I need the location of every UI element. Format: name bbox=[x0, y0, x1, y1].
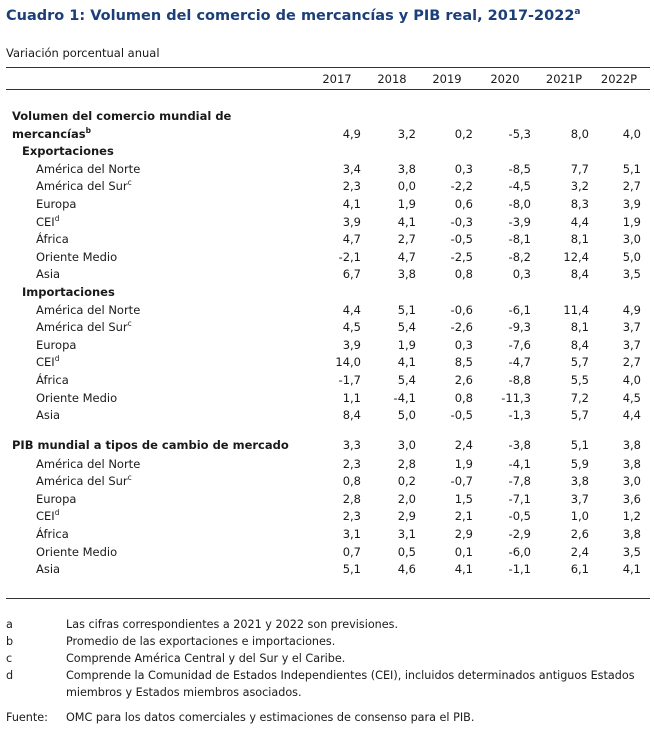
row-label bbox=[6, 284, 314, 302]
column-header: 2022P bbox=[600, 72, 638, 86]
value-cell: 0,7 bbox=[342, 544, 361, 559]
footnote-mark: c bbox=[127, 178, 132, 188]
row-label bbox=[6, 544, 314, 562]
value-cell bbox=[589, 108, 641, 126]
value-cell: 3,8 bbox=[622, 456, 641, 471]
value-cell: 3,9 bbox=[622, 196, 641, 211]
value-cell: 5,7 bbox=[570, 408, 589, 423]
row-label bbox=[6, 508, 314, 526]
value-cell: 3,7 bbox=[570, 491, 589, 506]
data-table bbox=[6, 108, 650, 579]
footnotes bbox=[6, 616, 646, 701]
footnote bbox=[6, 650, 646, 667]
table-row bbox=[6, 143, 650, 161]
row-label-text: CEI bbox=[36, 355, 55, 370]
row-label bbox=[6, 266, 314, 284]
value-cell: 1,2 bbox=[622, 509, 641, 524]
value-cell: 3,4 bbox=[342, 161, 361, 176]
value-cell: 3,5 bbox=[622, 267, 641, 282]
table-row bbox=[6, 108, 650, 126]
value-cell bbox=[416, 284, 473, 302]
row-label bbox=[6, 196, 314, 214]
value-cell: 4,1 bbox=[454, 562, 473, 577]
value-cell: 2,8 bbox=[342, 491, 361, 506]
footnote-mark: c bbox=[127, 319, 132, 329]
value-cell: -11,3 bbox=[501, 390, 531, 405]
table-row bbox=[6, 161, 650, 179]
value-cell: 2,9 bbox=[397, 509, 416, 524]
value-cell: 4,1 bbox=[397, 355, 416, 370]
value-cell: 4,5 bbox=[622, 390, 641, 405]
value-cell: 3,0 bbox=[622, 474, 641, 489]
value-cell: 1,0 bbox=[570, 509, 589, 524]
value-cell: 3,2 bbox=[397, 126, 416, 141]
row-label-text: Oriente Medio bbox=[36, 249, 118, 264]
value-cell bbox=[473, 143, 531, 161]
table-row bbox=[6, 372, 650, 390]
value-cell: 4,0 bbox=[622, 372, 641, 387]
value-cell: 3,8 bbox=[622, 437, 641, 452]
value-cell: 2,3 bbox=[342, 509, 361, 524]
value-cell: 0,2 bbox=[454, 126, 473, 141]
value-cell: -6,1 bbox=[508, 302, 531, 317]
value-cell: -0,6 bbox=[450, 302, 473, 317]
row-label-text: África bbox=[36, 232, 69, 247]
footnote-key: c bbox=[6, 652, 13, 665]
row-label bbox=[6, 435, 314, 456]
value-cell: -4,1 bbox=[508, 456, 531, 471]
value-cell: 4,7 bbox=[342, 232, 361, 247]
value-cell: 4,9 bbox=[622, 302, 641, 317]
value-cell bbox=[361, 108, 416, 126]
value-cell: 3,9 bbox=[342, 214, 361, 229]
table-row bbox=[6, 526, 650, 544]
table-row bbox=[6, 319, 650, 337]
value-cell: -4,7 bbox=[508, 355, 531, 370]
footnote-key: d bbox=[6, 669, 14, 682]
footnote-mark: d bbox=[54, 354, 60, 364]
column-header: 2021P bbox=[545, 72, 583, 86]
row-label-text: CEI bbox=[36, 214, 55, 229]
value-cell: -2,1 bbox=[338, 249, 361, 264]
column-header: 2017 bbox=[322, 72, 352, 86]
value-cell: 4,4 bbox=[342, 302, 361, 317]
table-row bbox=[6, 456, 650, 474]
value-cell: 4,5 bbox=[342, 320, 361, 335]
footnote-mark: b bbox=[85, 125, 91, 135]
row-label-text: Asia bbox=[36, 267, 61, 282]
value-cell: 2,4 bbox=[454, 437, 473, 452]
value-cell: 3,8 bbox=[570, 474, 589, 489]
value-cell: 8,4 bbox=[342, 408, 361, 423]
value-cell: 2,4 bbox=[570, 544, 589, 559]
row-label bbox=[6, 143, 314, 161]
column-header: 2018 bbox=[377, 72, 407, 86]
table-row bbox=[6, 407, 650, 425]
row-label-text: PIB mundial a tipos de cambio de mercado bbox=[12, 437, 289, 452]
value-cell: 1,9 bbox=[454, 456, 473, 471]
value-cell: 3,8 bbox=[397, 161, 416, 176]
value-cell: 0,2 bbox=[397, 474, 416, 489]
value-cell: -2,9 bbox=[508, 527, 531, 542]
top-rule bbox=[6, 67, 650, 68]
row-label-text: Volumen del comercio mundial de bbox=[12, 109, 232, 123]
value-cell: -9,3 bbox=[508, 320, 531, 335]
value-cell bbox=[314, 143, 361, 161]
value-cell: 0,6 bbox=[454, 196, 473, 211]
value-cell bbox=[589, 143, 641, 161]
value-cell: -5,3 bbox=[508, 126, 531, 141]
value-cell: -8,1 bbox=[508, 232, 531, 247]
source-text: OMC para los datos comerciales y estimaciones de consenso para el PIB. bbox=[66, 711, 475, 724]
value-cell: 8,4 bbox=[570, 267, 589, 282]
value-cell: -7,8 bbox=[508, 474, 531, 489]
table-row bbox=[6, 284, 650, 302]
value-cell: 4,7 bbox=[397, 249, 416, 264]
row-label bbox=[6, 161, 314, 179]
table-row bbox=[6, 196, 650, 214]
value-cell: 6,1 bbox=[570, 562, 589, 577]
footnote-text: Comprende la Comunidad de Estados Independientes (CEI), incluidos determinados antiguos Estados miembros y Estados miembros asociados. bbox=[66, 669, 635, 699]
value-cell: 4,1 bbox=[622, 562, 641, 577]
value-cell: 8,5 bbox=[454, 355, 473, 370]
value-cell: 5,0 bbox=[622, 249, 641, 264]
value-cell: 5,1 bbox=[397, 302, 416, 317]
value-cell: 0,5 bbox=[397, 544, 416, 559]
column-headers bbox=[0, 72, 654, 88]
value-cell: 1,9 bbox=[397, 196, 416, 211]
source-note bbox=[6, 711, 646, 724]
value-cell: 3,7 bbox=[622, 337, 641, 352]
value-cell: -4,1 bbox=[393, 390, 416, 405]
row-label bbox=[6, 491, 314, 509]
value-cell: 1,1 bbox=[342, 390, 361, 405]
value-cell bbox=[314, 108, 361, 126]
value-cell: 14,0 bbox=[335, 355, 361, 370]
value-cell: 3,0 bbox=[622, 232, 641, 247]
value-cell: -0,5 bbox=[450, 232, 473, 247]
value-cell: 5,1 bbox=[342, 562, 361, 577]
row-label-text: América del Sur bbox=[36, 179, 128, 194]
value-cell: 5,5 bbox=[570, 372, 589, 387]
table-row bbox=[6, 126, 650, 144]
row-label bbox=[6, 249, 314, 267]
row-label-text: Importaciones bbox=[22, 284, 115, 299]
table-row bbox=[6, 354, 650, 372]
value-cell: -8,5 bbox=[508, 161, 531, 176]
value-cell: 5,1 bbox=[570, 437, 589, 452]
value-cell: 8,1 bbox=[570, 320, 589, 335]
row-label-text: Exportaciones bbox=[22, 144, 114, 159]
value-cell bbox=[531, 143, 589, 161]
value-cell bbox=[531, 284, 589, 302]
value-cell: -1,3 bbox=[508, 408, 531, 423]
value-cell: 3,8 bbox=[397, 267, 416, 282]
value-cell: 0,1 bbox=[454, 544, 473, 559]
table-row bbox=[6, 561, 650, 579]
footnote-key: b bbox=[6, 635, 14, 648]
value-cell: 7,2 bbox=[570, 390, 589, 405]
value-cell: 2,7 bbox=[397, 232, 416, 247]
value-cell bbox=[589, 284, 641, 302]
value-cell: 2,3 bbox=[342, 179, 361, 194]
row-label bbox=[6, 337, 314, 355]
value-cell bbox=[361, 284, 416, 302]
title-footnote-mark: a bbox=[574, 7, 581, 18]
value-cell: -7,1 bbox=[508, 491, 531, 506]
table-row bbox=[6, 435, 650, 456]
row-label bbox=[6, 108, 314, 126]
row-label-text: América del Norte bbox=[36, 456, 141, 471]
footnote-mark: d bbox=[54, 508, 60, 518]
value-cell: -7,6 bbox=[508, 337, 531, 352]
column-header: 2020 bbox=[490, 72, 520, 86]
row-label-text: Asia bbox=[36, 408, 61, 423]
value-cell: -1,7 bbox=[338, 372, 361, 387]
value-cell: 0,8 bbox=[454, 390, 473, 405]
row-label-text: América del Sur bbox=[36, 320, 128, 335]
row-label bbox=[6, 407, 314, 425]
value-cell: -3,8 bbox=[508, 437, 531, 452]
value-cell: 3,2 bbox=[570, 179, 589, 194]
row-label-text: Oriente Medio bbox=[36, 544, 118, 559]
value-cell bbox=[531, 108, 589, 126]
value-cell: -0,5 bbox=[450, 408, 473, 423]
table-row bbox=[6, 473, 650, 491]
value-cell: 4,0 bbox=[622, 126, 641, 141]
header-rule bbox=[6, 89, 650, 90]
row-label bbox=[6, 178, 314, 196]
value-cell: 5,4 bbox=[397, 320, 416, 335]
table-row bbox=[6, 302, 650, 320]
value-cell: 2,7 bbox=[622, 355, 641, 370]
value-cell: 3,1 bbox=[397, 527, 416, 542]
footnote-key: a bbox=[6, 618, 13, 631]
row-label bbox=[6, 214, 314, 232]
value-cell: 4,1 bbox=[342, 196, 361, 211]
table-row bbox=[6, 249, 650, 267]
row-label-text: América del Norte bbox=[36, 302, 141, 317]
row-label-text: mercancías bbox=[12, 126, 86, 141]
value-cell: -8,8 bbox=[508, 372, 531, 387]
value-cell: 12,4 bbox=[563, 249, 589, 264]
value-cell: 7,7 bbox=[570, 161, 589, 176]
table-row bbox=[6, 390, 650, 408]
row-label bbox=[6, 526, 314, 544]
value-cell: 3,5 bbox=[622, 544, 641, 559]
source-label: Fuente: bbox=[6, 711, 48, 724]
value-cell: -4,5 bbox=[508, 179, 531, 194]
value-cell bbox=[416, 143, 473, 161]
row-label bbox=[6, 302, 314, 320]
row-label bbox=[6, 231, 314, 249]
value-cell bbox=[473, 284, 531, 302]
row-label-text: Asia bbox=[36, 562, 61, 577]
value-cell: 0,3 bbox=[512, 267, 531, 282]
value-cell: 2,7 bbox=[622, 179, 641, 194]
table-row bbox=[6, 491, 650, 509]
value-cell: 3,3 bbox=[342, 437, 361, 452]
row-label bbox=[6, 354, 314, 372]
value-cell: 8,1 bbox=[570, 232, 589, 247]
value-cell: 5,0 bbox=[397, 408, 416, 423]
table-row bbox=[6, 178, 650, 196]
row-label bbox=[6, 456, 314, 474]
value-cell: 11,4 bbox=[563, 302, 589, 317]
row-label-text: Europa bbox=[36, 491, 77, 506]
value-cell: -2,5 bbox=[450, 249, 473, 264]
value-cell bbox=[361, 143, 416, 161]
value-cell: 8,4 bbox=[570, 337, 589, 352]
value-cell: 2,8 bbox=[397, 456, 416, 471]
value-cell: 2,6 bbox=[454, 372, 473, 387]
footnote-mark: d bbox=[54, 213, 60, 223]
row-label-text: África bbox=[36, 372, 69, 387]
row-label-text: CEI bbox=[36, 509, 55, 524]
value-cell: 0,3 bbox=[454, 337, 473, 352]
value-cell: -8,0 bbox=[508, 196, 531, 211]
table-title: Cuadro 1: Volumen del comercio de mercancías y PIB real, 2017-2022$^a$ bbox=[6, 7, 581, 24]
row-label bbox=[6, 126, 314, 144]
table-subtitle: Variación porcentual anual bbox=[6, 46, 160, 60]
value-cell: 0,8 bbox=[454, 267, 473, 282]
footnote bbox=[6, 667, 646, 701]
value-cell bbox=[473, 108, 531, 126]
footnote-text: Las cifras correspondientes a 2021 y 2022 son previsiones. bbox=[66, 618, 399, 631]
value-cell: 2,9 bbox=[454, 527, 473, 542]
value-cell: 1,9 bbox=[397, 337, 416, 352]
value-cell bbox=[314, 284, 361, 302]
footnote-mark: c bbox=[127, 473, 132, 483]
value-cell: -8,2 bbox=[508, 249, 531, 264]
value-cell: 6,7 bbox=[342, 267, 361, 282]
value-cell: -2,2 bbox=[450, 179, 473, 194]
spacer-row bbox=[6, 425, 650, 435]
table-row bbox=[6, 214, 650, 232]
row-label bbox=[6, 561, 314, 579]
value-cell bbox=[416, 108, 473, 126]
table-row bbox=[6, 231, 650, 249]
footnote-text: Promedio de las exportaciones e importaciones. bbox=[66, 635, 336, 648]
value-cell: 2,3 bbox=[342, 456, 361, 471]
row-label-text: América del Sur bbox=[36, 474, 128, 489]
value-cell: 1,5 bbox=[454, 491, 473, 506]
row-label-text: África bbox=[36, 527, 69, 542]
row-label-text: Europa bbox=[36, 337, 77, 352]
row-label-text: Europa bbox=[36, 196, 77, 211]
column-header: 2019 bbox=[432, 72, 462, 86]
value-cell: 2,0 bbox=[397, 491, 416, 506]
value-cell: 8,3 bbox=[570, 196, 589, 211]
value-cell: 0,8 bbox=[342, 474, 361, 489]
footnote bbox=[6, 633, 646, 650]
value-cell: 2,6 bbox=[570, 527, 589, 542]
footnote-text: Comprende América Central y del Sur y el Caribe. bbox=[66, 652, 346, 665]
value-cell: 0,0 bbox=[397, 179, 416, 194]
row-label bbox=[6, 473, 314, 491]
value-cell: 4,9 bbox=[342, 126, 361, 141]
table-row bbox=[6, 508, 650, 526]
value-cell: 3,9 bbox=[342, 337, 361, 352]
value-cell: -3,9 bbox=[508, 214, 531, 229]
value-cell: 2,1 bbox=[454, 509, 473, 524]
value-cell: 3,7 bbox=[622, 320, 641, 335]
value-cell: 5,7 bbox=[570, 355, 589, 370]
table-row bbox=[6, 337, 650, 355]
value-cell: 3,6 bbox=[622, 491, 641, 506]
footnote bbox=[6, 616, 646, 633]
value-cell: 5,9 bbox=[570, 456, 589, 471]
value-cell: 8,0 bbox=[570, 126, 589, 141]
value-cell: -0,3 bbox=[450, 214, 473, 229]
value-cell: 1,9 bbox=[622, 214, 641, 229]
value-cell: 3,0 bbox=[397, 437, 416, 452]
value-cell: -0,5 bbox=[508, 509, 531, 524]
row-label-text: América del Norte bbox=[36, 161, 141, 176]
table-row bbox=[6, 544, 650, 562]
value-cell: 5,1 bbox=[622, 161, 641, 176]
value-cell: 4,4 bbox=[570, 214, 589, 229]
row-label-text: Oriente Medio bbox=[36, 390, 118, 405]
value-cell: 4,1 bbox=[397, 214, 416, 229]
value-cell: 0,3 bbox=[454, 161, 473, 176]
value-cell: 5,4 bbox=[397, 372, 416, 387]
value-cell: 3,1 bbox=[342, 527, 361, 542]
row-label bbox=[6, 390, 314, 408]
row-label bbox=[6, 319, 314, 337]
bottom-rule bbox=[6, 598, 650, 599]
value-cell: 3,8 bbox=[622, 527, 641, 542]
value-cell: -0,7 bbox=[450, 474, 473, 489]
row-label bbox=[6, 372, 314, 390]
value-cell: 4,4 bbox=[622, 408, 641, 423]
value-cell: -1,1 bbox=[508, 562, 531, 577]
table-row bbox=[6, 266, 650, 284]
value-cell: -6,0 bbox=[508, 544, 531, 559]
value-cell: -2,6 bbox=[450, 320, 473, 335]
value-cell: 4,6 bbox=[397, 562, 416, 577]
